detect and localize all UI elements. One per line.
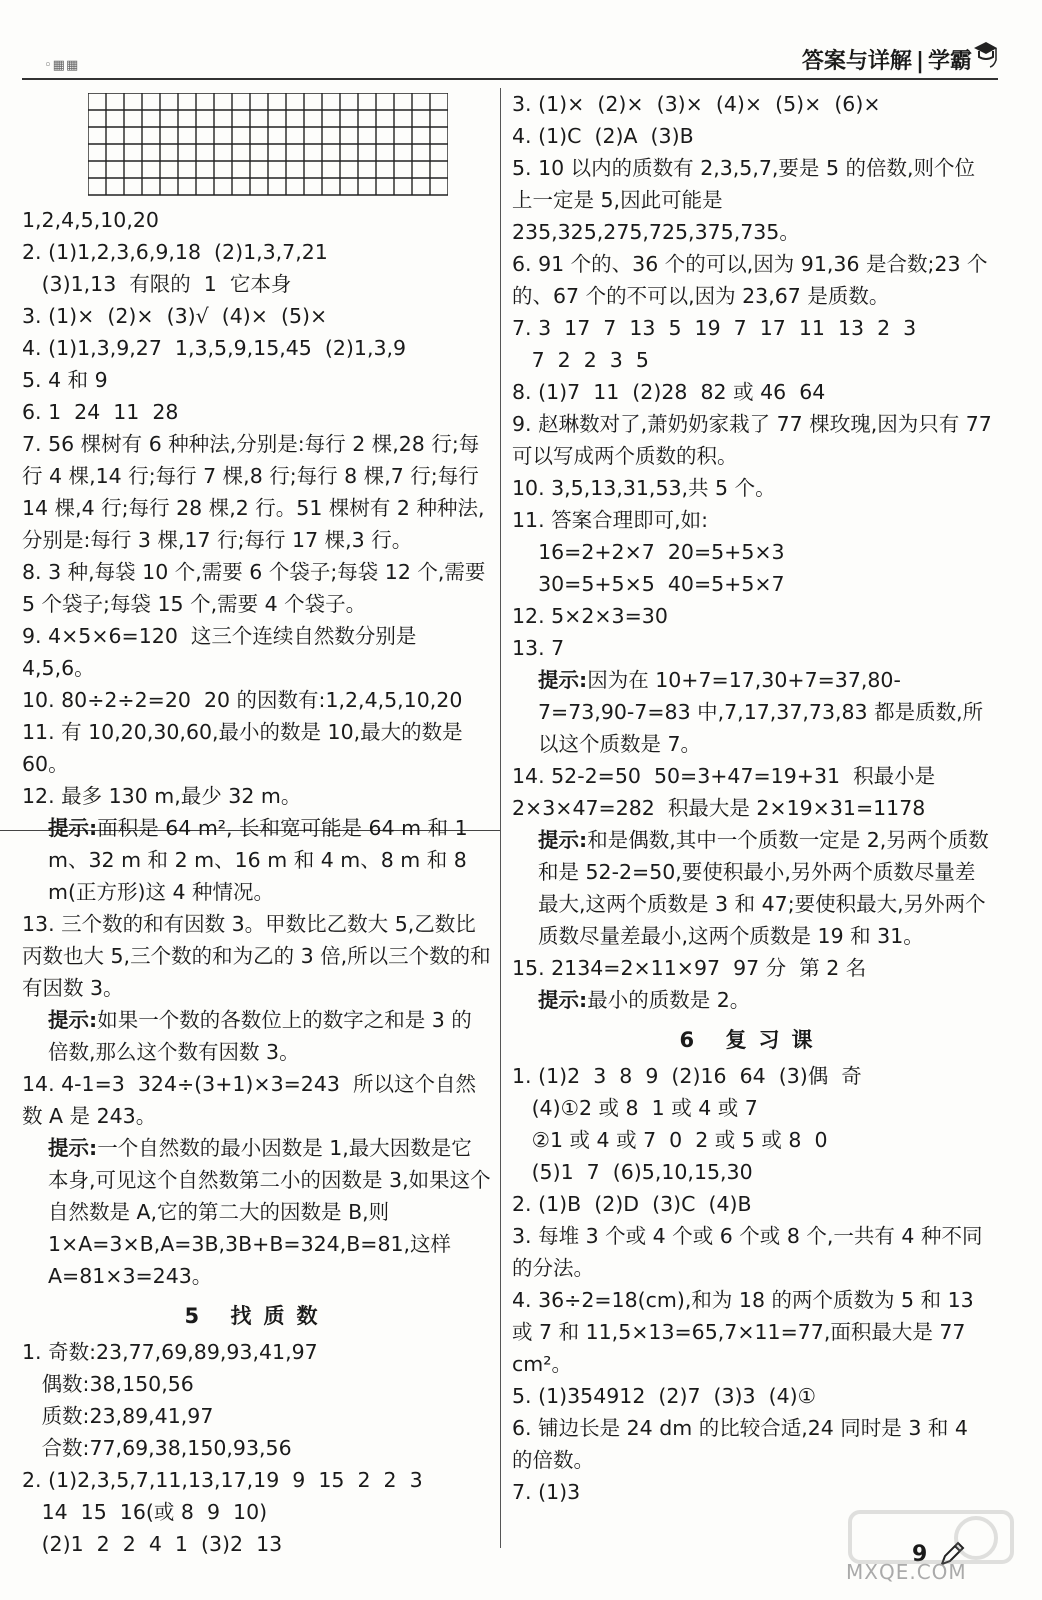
section-title: 6 复习课 xyxy=(679,1028,825,1052)
hint-body: 和是偶数,其中一个质数一定是 2,另两个质数和是 52-2=50,要使积最小,另外两个质数尽量差最大,这两个质数是 3 和 47;要使积最大,另外两个质数尽量差最小,这两个质数是 19 和 31。 xyxy=(538,828,989,948)
answer-item: 2. (1)2,3,5,7,11,13,17,19 9 15 2 2 3 14 15 16(或 8 9 10) (2)1 2 2 4 1 (3)2 13 xyxy=(22,1468,423,1556)
answer-item: 5. (1)354912 (2)7 (3)3 (4)① xyxy=(512,1384,817,1408)
answer-item: 4. (1)1,3,9,27 1,3,5,9,15,45 (2)1,3,9 xyxy=(22,336,407,360)
answer-item: 12. 5×2×3=30 xyxy=(512,604,668,628)
answer-item: 11. 答案合理即可,如: 16=2+2×7 20=5+5×3 30=5+5×5 40=5+5×7 xyxy=(512,508,785,596)
page-header xyxy=(0,0,1042,80)
answer-item: 4. (1)C (2)A (3)B xyxy=(512,124,694,148)
hint-text xyxy=(22,812,492,908)
answer-item: 15. 2134=2×11×97 97 分 第 2 名 xyxy=(512,956,867,980)
answer-item: 1. 奇数:23,77,69,89,93,41,97 偶数:38,150,56 质数:23,89,41,97 合数:77,69,38,150,93,56 xyxy=(22,1340,318,1460)
answer-item: 3. (1)× (2)× (3)× (4)× (5)× (6)× xyxy=(512,92,881,116)
answer-item: 2. (1)B (2)D (3)C (4)B xyxy=(512,1192,752,1216)
answer-item: 13. 7 xyxy=(512,636,565,660)
hint-label: 提示: xyxy=(538,828,588,852)
header-rule xyxy=(22,78,998,80)
page-number: 9 xyxy=(912,1542,928,1567)
answer-item: 7. 56 棵树有 6 种种法,分别是:每行 2 棵,28 行;每行 4 棵,14 行;每行 7 棵,8 行;每行 8 棵,7 行;每行 14 棵,4 行;每行 28 棵,2 行。51 棵树有 2 种种法,分别是:每行 3 棵,17 行;每行 17 棵,3 行。 xyxy=(22,432,486,552)
hint-body: 最小的质数是 2。 xyxy=(587,988,751,1012)
answer-item: 5. 10 以内的质数有 2,3,5,7,要是 5 的倍数,则个位上一定是 5,因此可能是 235,325,275,725,375,735。 xyxy=(512,156,976,244)
hint-label: 提示: xyxy=(48,816,98,840)
answer-item: 9. 4×5×6=120 这三个连续自然数分别是 4,5,6。 xyxy=(22,624,423,680)
answer-item: 4. 36÷2=18(cm),和为 18 的两个质数为 5 和 13 或 7 和 11,5×13=65,7×11=77,面积最大是 77 cm²。 xyxy=(512,1288,981,1376)
answer-item: 3. (1)× (2)× (3)√ (4)× (5)× xyxy=(22,304,328,328)
answer-item: 8. 3 种,每袋 10 个,需要 6 个袋子;每袋 12 个,需要 5 个袋子;每袋 15 个,需要 4 个袋子。 xyxy=(22,560,492,616)
right-column xyxy=(512,88,999,1508)
answer-item: 11. 有 10,20,30,60,最小的数是 10,最大的数是 60。 xyxy=(22,720,470,776)
header-separator: | xyxy=(915,49,924,74)
header-section-title: 答案与详解 xyxy=(801,49,912,74)
answer-item: 10. 80÷2÷2=20 20 的因数有:1,2,4,5,10,20 xyxy=(22,688,463,712)
answer-item: 10. 3,5,13,31,53,共 5 个。 xyxy=(512,476,776,500)
answer-item: 2. (1)1,2,3,6,9,18 (2)1,3,7,21 (3)1,13 有限的 1 它本身 xyxy=(22,240,328,296)
header-brand: 学霸 xyxy=(927,49,972,74)
answer-item: 7. 3 17 7 13 5 19 7 17 11 13 2 3 7 2 2 3 5 xyxy=(512,316,917,372)
hint-body: 面积是 64 m², 长和宽可能是 64 m 和 1 m、32 m 和 2 m、16 m 和 4 m、8 m 和 8 m(正方形)这 4 种情况。 xyxy=(48,816,475,904)
answer-item: 12. 最多 130 m,最少 32 m。 xyxy=(22,784,302,808)
section-title: 5 找质数 xyxy=(184,1304,330,1328)
grid-answer: 1,2,4,5,10,20 xyxy=(22,208,159,232)
column-divider xyxy=(500,88,501,1548)
left-column xyxy=(22,88,492,1560)
hint-label: 提示: xyxy=(538,668,588,692)
hint-body: 一个自然数的最小因数是 1,最大因数是它本身,可见这个自然数第二小的因数是 3,如果这个自然数是 A,它的第二大的因数是 B,则 1×A=3×B,A=3B,3B+B=324,B=81,这样 A=81×3=243。 xyxy=(48,1136,491,1288)
answer-item: 3. 每堆 3 个或 4 个或 6 个或 8 个,一共有 4 种不同的分法。 xyxy=(512,1224,983,1280)
hint-text xyxy=(512,664,992,760)
hint-label: 提示: xyxy=(48,1008,98,1032)
header-marks: ◦▦▦ xyxy=(44,58,80,73)
answer-item: 6. 1 24 11 28 xyxy=(22,400,179,424)
answer-item: 6. 91 个的、36 个的可以,因为 91,36 是合数;23 个的、67 个的不可以,因为 23,67 是质数。 xyxy=(512,252,988,308)
hint-text xyxy=(22,1132,492,1292)
answer-item: 14. 4-1=3 324÷(3+1)×3=243 所以这个自然数 A 是 243。 xyxy=(22,1072,476,1128)
answer-item: 6. 铺边长是 24 dm 的比较合适,24 同时是 3 和 4 的倍数。 xyxy=(512,1416,975,1472)
hint-label: 提示: xyxy=(538,988,588,1012)
hint-text xyxy=(512,824,992,952)
hint-body: 如果一个数的各数位上的数字之和是 3 的倍数,那么这个数有因数 3。 xyxy=(48,1008,472,1064)
graduation-cap-icon xyxy=(972,38,998,68)
answer-item: 5. 4 和 9 xyxy=(22,368,108,392)
answer-item: 7. (1)3 xyxy=(512,1480,581,1504)
hint-text xyxy=(22,1004,492,1068)
header-title xyxy=(802,44,972,75)
hint-text xyxy=(512,984,992,1016)
hint-label: 提示: xyxy=(48,1136,98,1160)
answer-item: 8. (1)7 11 (2)28 82 或 46 64 xyxy=(512,380,826,404)
answer-item: 9. 赵琳数对了,萧奶奶家栽了 77 棵玫瑰,因为只有 77 可以写成两个质数的积。 xyxy=(512,412,999,468)
answer-item: 13. 三个数的和有因数 3。甲数比乙数大 5,乙数比丙数也大 5,三个数的和为乙的 3 倍,所以三个数的和有因数 3。 xyxy=(22,912,491,1000)
watermark-text: MXQE.COM xyxy=(846,1560,967,1584)
answer-item: 1. (1)2 3 8 9 (2)16 64 (3)偶 奇 (4)①2 或 8 1 或 4 或 7 ②1 或 4 或 7 0 2 或 5 或 8 0 (5)1 7 (6)5,10,15,30 xyxy=(512,1064,862,1184)
grid-spacer xyxy=(22,88,492,204)
answer-item: 14. 52-2=50 50=3+47=19+31 积最小是 2×3×47=282 积最大是 2×19×31=1178 xyxy=(512,764,942,820)
hint-body: 因为在 10+7=17,30+7=37,80-7=73,90-7=83 中,7,17,37,73,83 都是质数,所以这个质数是 7。 xyxy=(538,668,984,756)
